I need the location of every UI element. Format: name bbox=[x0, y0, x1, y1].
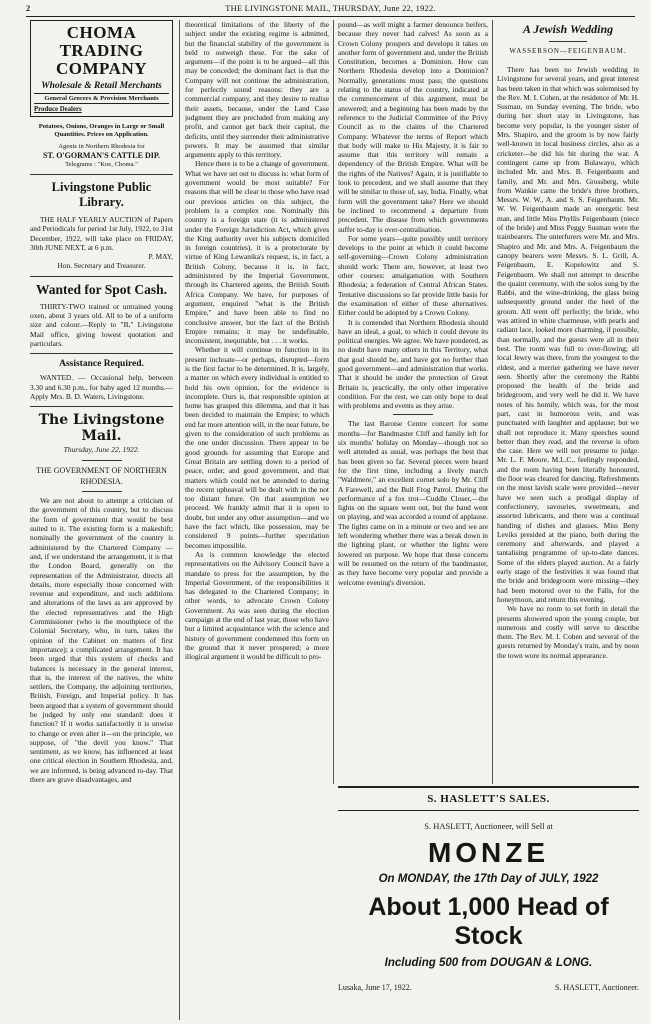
header-rule bbox=[26, 16, 635, 17]
sale-auctioneer-line: S. HASLETT, Auctioneer, will Sell at bbox=[424, 821, 553, 831]
editorial-paragraph: Whether it will continue to function in its present inchoate—or perhaps, disrupted—form is the first factor to be determined. It is, largely, a matter on which every individual is entitled to hold his own opinion, for the evidence is incomplete. Ours is, that responsible opinion at home has grasped this dilemma, and that it has been decided to maintain the Empire; to which end far more attention will, in the near future, be given to the consideration of such problems as the one under discussion. There appear to be good grounds for assuming that Europe and Great Britain are settling down to a period of peace, order, and good government, and that matters which could not be attended to during the recent upheaval will be dealt with in the not too distant future. On that assumption we proceed. We frankly admit that it is open to doubt, but under any other assumption—and we have the fact which, like possession, may be considered 9 points—further speculation becomes impossible. bbox=[185, 345, 329, 550]
wanted-heading: Wanted for Spot Cash. bbox=[35, 281, 168, 297]
choma-agents-line: Agents in Northern Rhodesia for bbox=[58, 143, 145, 150]
wedding-subheading: WASSERSON—FEIGENBAUM. bbox=[509, 47, 627, 55]
choma-goods-line: Potatoes, Onions, Oranges in Large or Small Quantities. Prices on Application. bbox=[38, 123, 165, 138]
divider bbox=[30, 406, 173, 407]
wedding-paragraph: There has been no Jewish wedding in Livingstone for several years, and great interest has been taken in that which was solemnised by the Rev. M. I. Cohen, at the residence of Mr. H. Susman, on Sunday evening. The bride, who during her short stay in Livingstone, has become very popular, is the younger sister of Mrs. Shapiro, and the groom is by now fairly well-known in local business circles, also as a cricketer—he did his bit during the war. A contingent came up from Bulawayo, which included Mr. and Mrs. B. Feigenbaum and family, and Mr. and Mrs. Grossberg, while from Wankie came the bride's three brothers, Messrs. W. W., A. and S. S. Feigenbaum. Mr. W. W. Feigenbaum made an energetic best man, and little Miss Phyllis Feigenbaum (niece of the bride) and Miss Peggy Susman were the trainbearers. The unterfurers were Mr. and Mrs. Shapiro and Mr. and Mrs. A. Feigenbaum the canopy bearers were Messrs. S. L. Grill, A. Feigenbaum, E. Kopelowitz and S. Feigenbaum. We shall not attempt to describe the quaint ceremony, with the solos sung by the Rabbi, and the wine-drinking, the glass being subsequently ground under the heel of the groom. All went off perfectly; the bride, who was attired in white charmeuse, with pearls and radiant lace, looked more charming, if possible, than normally, and the guests were all in their best. The room was full to over-flowing; all local Jewry was there, from the youngest to the eldest, and a merrier gathering we have never seen. Shortly after the ceremony the Rabbi proposed the health of the bride and bridegroom, and very well he did it. We have notes of his homily, which was, for the most part, cast in humorous vein, and was punctuated with laughter and applause; but we shall not reproduce it. Many speeches sound better than they read, and the reverse is often the case. Here we will not presume to judge. Mr. L. F. Moore, M.L.C., feelingly responded, and the room having been literally honoured, the floor was cleared for dancing. Refreshments on the most lavish scale were provided—never have we seen such a prodigal display of confectionery, savouries, sweetmeats, and assorted lubricants, and there was a continual handing of dishes and glasses. Miss Betty Leviks presided at the piano, both during the ceremony and afterwards, and played a tantalising programme of up-to-date dances. Some of the elders played auction. At a fairly early stage of the festivities it was found that the bride and bridegroom were missing—they had been motored over to the Falls, for the honeymoon, and return this evening. bbox=[497, 65, 639, 604]
choma-cattle-dip: ST. O'GORMAN'S CATTLE DIP. bbox=[43, 151, 160, 160]
library-heading: Livingstone Public Library. bbox=[51, 180, 152, 209]
divider bbox=[549, 59, 587, 60]
divider bbox=[30, 174, 173, 175]
masthead: The Livingstone Mail. bbox=[38, 412, 165, 445]
column-rule bbox=[492, 20, 493, 784]
haslett-sale-advert bbox=[338, 786, 639, 1018]
sale-date: On MONDAY, the 17th Day of JULY, 1922 bbox=[378, 873, 599, 885]
editorial-paragraph: theoretical limitations of the liberty of the subject under the existing regime is admitted, but the financial stability of the government is held to outweigh these. For the sake of argument—if the point is to be argued—all this may be conceded; the dominant fact is that the Company will not continue the administration, for perfectly sound reasons: they are a commercial company, and they desire to realise their assets, because, under the Land Case judgment they are precluded from making any profit, and cannot get back their capital, the deficits, until they surrender their administrative powers. It may be assumed that similar arguments apply to this territory. bbox=[185, 20, 329, 160]
editorial-paragraph: pound—as well might a farmer denounce heifers, because they never had calves! As soon as a Crown Colony prospers and develops it takes on another form of government and, under the British Constitution, becomes a Dominion. How can Northern Rhodesia develop into a Dominion? Normally, generations must pass; the questions relating to the status of the country, indicated at the commencement of this argument, must be answered; and a beginning has been made by the reference to the Judicial Committee of the Privy Council as to the claims of the Chartered Company. Whatever the terms of Report which that body will make to His Majesty, it is fair to assume that this territory will remain a dependency of the British Empire. What will be the rights of the Natives? Again, it is justifiable to look to precedent, and we shall assume that they will be similar to those of, say, India. Finally, what form will the government take? Here we should be inclined to recommend a departure from precedent. The disease from which governments suffer to-day is over-centralisation. bbox=[338, 20, 488, 234]
column-1 bbox=[30, 20, 173, 1020]
choma-dealers-line: Produce Dealers bbox=[34, 106, 82, 113]
divider bbox=[82, 460, 122, 461]
editorial-paragraph: As is common knowledge the elected representatives on the Advisory Council have a mandate to press for the assumption, by the Imperial Government, of the responsibilities it has delegated to the Chartered Company; in other words, to advocate Crown Colony Government. As was seen during the election campaign at the end of last year, those who have but a limited acquaintance with the science and history of government condemned this form on the ground that it never prospered; a more illogical argument it would be difficult to pro- bbox=[185, 549, 329, 662]
editorial-paragraph: For some years—quite possibly until territory develops to the point at which it could become self-governing—Crown Colony administration should work: There are, however, at least two other courses: amalgamation with Southern Rhodesia; a federation of Central African States. Tentative discussions so far provide little basis for the examination of either of these alternatives. Either could be adopted by a Crown Colony. bbox=[338, 233, 488, 318]
choma-grocers-line: General Grocers & Provision Merchants bbox=[34, 93, 169, 104]
editorial-paragraph: It is contended that Northern Rhodesia should have an ideal, a goal, to which it could devote its political energies. We agree. We have pondered, as no doubt have many others in this Territory, what that goal should be, and have got no further than good government—and administration that works. That it should be under the protection of Great Britain is, practically, the only other imperative condition. For the rest, we can only hope to deal with problems and events as they arise. bbox=[338, 317, 488, 411]
choma-telegrams: Telegrams : "Koe, Choma." bbox=[65, 161, 138, 168]
wanted-notice: THIRTY-TWO trained or untrained young oxen, about 3 years old. All to be of a uniform size and colour.—Reply to "B," Livingstone Mail office, giving lowest quotation and particulars. bbox=[30, 301, 173, 348]
choma-advert bbox=[30, 20, 173, 117]
column-rule bbox=[179, 20, 180, 1020]
divider bbox=[30, 276, 173, 277]
assistance-heading: Assistance Required. bbox=[59, 359, 144, 370]
assistance-notice: WANTED. — Occasional help, between 3.30 and 6.30 p.m., for baby aged 12 months.—Apply Mrs. B. D. Waters, Livingstone. bbox=[30, 373, 173, 401]
sale-headline: About 1,000 Head of Stock bbox=[368, 893, 609, 950]
sale-heading: S. HASLETT'S SALES. bbox=[427, 793, 550, 805]
sale-signature: S. HASLETT, Auctioneer. bbox=[554, 983, 639, 992]
editorial-title: THE GOVERNMENT OF NORTHERN RHODESIA. bbox=[36, 466, 167, 487]
wedding-heading: A Jewish Wedding bbox=[522, 22, 614, 36]
divider bbox=[393, 414, 433, 415]
divider bbox=[549, 41, 587, 42]
page-number: 2 bbox=[26, 3, 31, 13]
sale-place: MONZE bbox=[427, 837, 550, 868]
divider bbox=[338, 810, 639, 811]
column-3 bbox=[338, 20, 488, 800]
divider bbox=[82, 491, 122, 492]
newspaper-title-line: THE LIVINGSTONE MAIL, THURSDAY, June 22, 1922. bbox=[225, 3, 436, 13]
library-signer-role: Hon. Secretary and Treasurer. bbox=[57, 261, 146, 271]
library-signer: P. MAY, bbox=[148, 252, 173, 262]
column-rule bbox=[333, 20, 334, 784]
library-notice: THE HALF YEARLY AUCTION of Papers and Periodicals for period 1st July, 1922, to 31st December, 1922, will take place on FRIDAY, 30th JUNE NEXT, at 6 p.m. bbox=[30, 215, 173, 252]
page-header bbox=[26, 2, 635, 16]
concert-report: The last Barotse Centre concert for some months—for Bandmaster Cliff and family left for six months' holiday on Monday—though not so well attended as usual, was perhaps the best that has been given so far. Several pieces were heard for the first time, including a lively march "Waldmere," an excellent cornet solo by Mr. Cliff A Farewell, and the Bull Frog Patrol. During the performance of a fox trot—Cuddle Closer,—the lights on the square went out, but the band went on playing, and was accorded a round of applause. The lights came on in a minute or two and we are left wondering whether there was a break down in the lighting plant, or whether the lights were lowered on purpose. We hope that these concerts will be resumed on the return of the bandmaster, as they have become very popular and provide a welcome evening's diversion. bbox=[338, 419, 488, 587]
sale-footer bbox=[338, 983, 639, 995]
column-2 bbox=[185, 20, 329, 1020]
choma-subtitle: Wholesale & Retail Merchants bbox=[41, 81, 162, 91]
divider bbox=[30, 353, 173, 354]
sale-place-date: Lusaka, June 17, 1922. bbox=[338, 983, 412, 992]
issue-date: Thursday, June 22, 1922. bbox=[63, 445, 140, 455]
column-4 bbox=[497, 20, 639, 800]
sale-including: Including 500 from DOUGAN & LONG. bbox=[384, 957, 593, 969]
choma-company-name: CHOMA TRADING COMPANY bbox=[56, 23, 147, 78]
editorial-paragraph: We are not about to attempt a criticism of the government of this country, but to discuss the form of government that would be best suited to it. The existing form is a makeshift; nominally the government of the country is administered by the Chartered Company — and, if we understand the arrangement, it is that the London Board, generally on the representation of the Administrator, directs all details, more especially those concerned with revenue and expenditure, and such additions and alterations of the laws as are approved by the elected representatives and the High Commissioner (who is the mouthpiece of the Colonial Secretary, who, in turn, takes the opinion of the Cabinet on matters of first importance); a complicated arrangement. It has been urged that this system of checks and balances is necessary in the general interest, that is, the interest of the natives, the white settlers, the Company, the adjoining territories, British, Foreign, and Imperial policy. It has been argued that a system of government should be judged by only one standard: does it function? If it works satisfactorily it is unwise to change or even alter it—on the principle, we suppose, of "the devil you know." That sentiment, as we know, has influenced at least one critical election in Southern Rhodesia, and, we are informed, is being advanced to-day. That there are grave disadvantages, and bbox=[30, 496, 173, 785]
advert-top-rule bbox=[338, 786, 639, 788]
editorial-paragraph: Hence there is to be a change of government. What we have set out to discuss is: what form of government would be most suitable? For reasons that will be clear to those who have read our previous articles on this subject, the problem is a complex one. Nominally this country is a foreign state (it is administered under the Foreign Jurisdiction Act, which gives the King authority over his subjects domiciled in foreign countries), it is a protectorate by virtue of King Lewanika's request, is, in fact, a British Colony, because it is, in fact, administered by the Imperial Government, through its Chartered agents, the British South Africa Company. We have, for purposes of argument, enquired "what is the British Empire," and have been able to find no conclusive answer, but the fact of the British Empire remains; it may be undefinable, inconsistent, inequitable, but . . . it works. bbox=[185, 159, 329, 346]
wedding-paragraph: We have no room to set forth in detail the presents showered upon the young couple, but numerous and costly will serve to describe them. The Rev. M. I. Cohen and several of the guests returned by Monday's train, and by noon the town wore its normal appearance. bbox=[497, 604, 639, 660]
